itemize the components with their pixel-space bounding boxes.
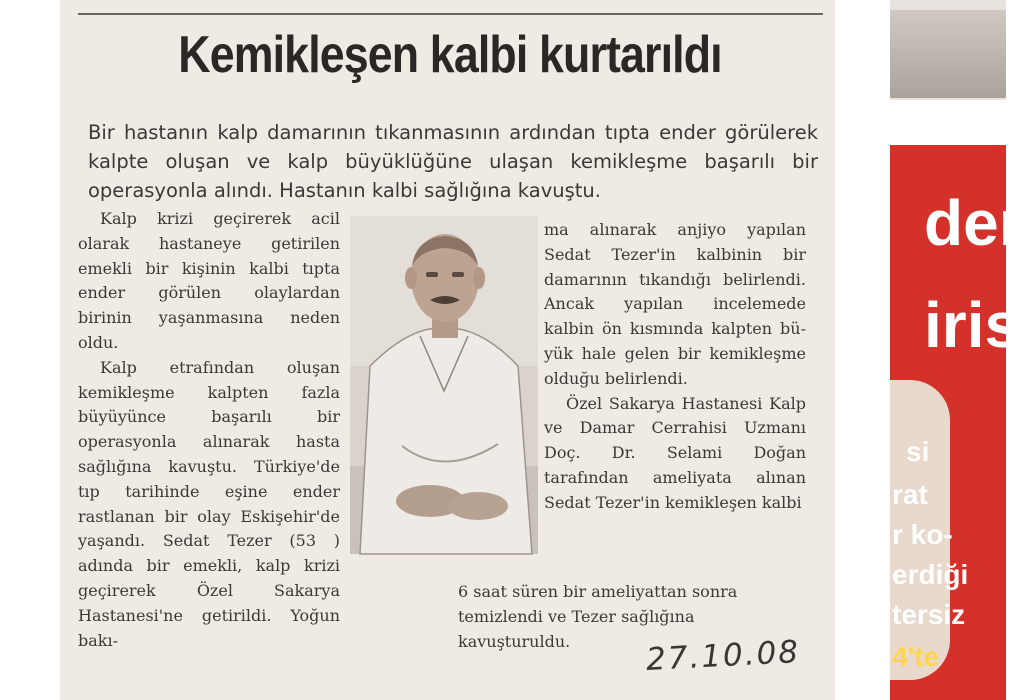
adjacent-photo xyxy=(890,10,1006,98)
column-left-paragraph-1: Kalp krizi geçirerek acil olarak hastaneye getirilen emekli bir kişinin kalbi tıpta ender görülen olaylardan birinin yaşanmasına neden oldu. xyxy=(78,209,340,352)
adjacent-line-1: si xyxy=(906,436,930,467)
adjacent-clipping xyxy=(884,0,1024,700)
adjacent-line-6: 4'te xyxy=(892,641,940,672)
adjacent-big-word-1: der xyxy=(924,187,1024,259)
column-left xyxy=(78,207,340,653)
lead-paragraph: Bir hastanın kalp damarının tıkanmasının ardından tıpta ender görülerek kalpte oluşan ve kalp büyüklüğüne ulaşan kemikleşme başarılı bir operasyonla alındı. Hastanın kalbi sağlığına kavuştu. xyxy=(88,121,818,202)
column-right-paragraph-2: Özel Sakarya Hastanesi Kalp ve Damar Cerrahisi Uzmanı Doç. Dr. Selami Doğan tarafından ameliyata alınan Sedat Tezer'in kemikleşen kalbi xyxy=(544,393,806,512)
patient-photo-illustration xyxy=(350,216,538,554)
adjacent-line-2: rat xyxy=(892,479,928,510)
top-rule xyxy=(78,13,823,15)
column-left-paragraph-2: Kalp etrafından oluşan kemikleşme kalpten fazla büyüyünce başarılı bir operasyonla alınarak hasta sağlığına kavuştu. Türkiye'de tıp tarihinde eşine ender rastlanan bir olay Eskişehir'de yaşandı. Sedat Tezer (53 ) adında bir emekli, kalp krizi geçirerek Özel Sakarya Hastanesi'ne getirildi. Yoğun bakı- xyxy=(78,357,340,650)
adjacent-line-5: tersiz xyxy=(892,599,966,630)
adjacent-line-3: r ko- xyxy=(892,519,953,550)
adjacent-line-4: erdiği xyxy=(892,559,969,590)
handwritten-date: 27.10.08 xyxy=(645,633,801,679)
patient-photo xyxy=(350,216,538,554)
column-right-paragraph-1: ma alınarak anjiyo yapılan Sedat Tezer'in kalbinin bir damarının tıkandığı belirlendi. Ancak yapılan incelemede kalbin ön kısmında kalpten büyük hale gelen bir kemikleşme olduğu belirlendi. xyxy=(544,220,806,388)
headline: Kemikleşen kalbi kurtarıldı xyxy=(178,26,722,84)
continuation-paragraph: 6 saat süren bir ameliyattan sonra temizlendi ve Tezer sağlığına kavuşturuldu. xyxy=(458,582,738,651)
newspaper-clipping xyxy=(60,0,835,700)
column-right xyxy=(544,218,806,516)
adjacent-big-word-2: iris xyxy=(924,289,1021,361)
